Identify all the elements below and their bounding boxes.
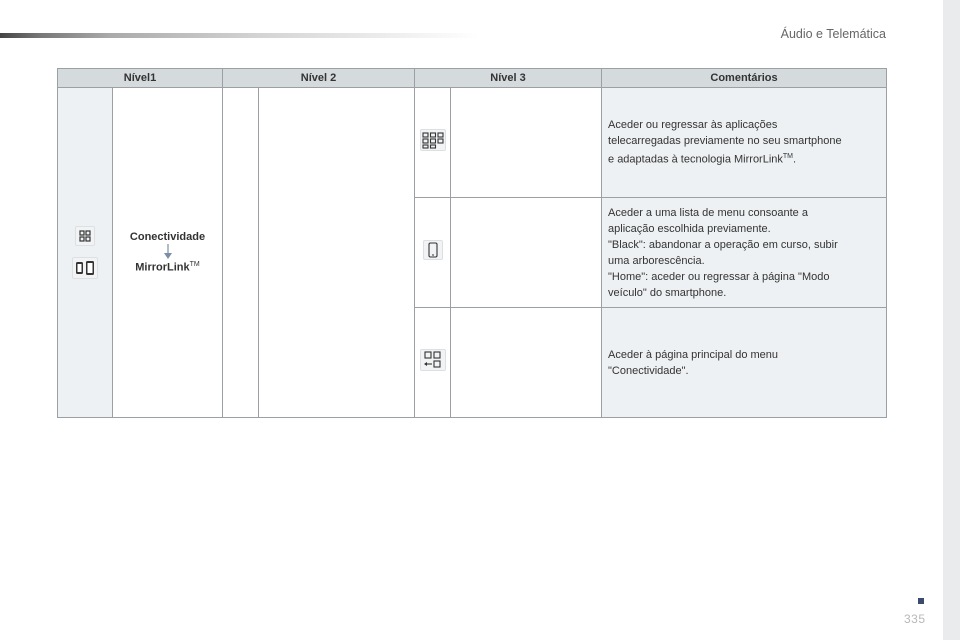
level1-label: Conectividade (129, 231, 206, 244)
level3-icon-cell (415, 198, 451, 308)
level1-sublabel: MirrorLink™ (135, 261, 200, 274)
comment-line: "Conectividade". (608, 364, 689, 377)
comment-line: Aceder a uma lista de menu consoante a (608, 206, 808, 219)
header-gradient-bar (0, 33, 480, 38)
level3-icon-cell (415, 308, 451, 418)
table-row (58, 88, 887, 198)
comment-line: uma arborescência. (608, 254, 705, 267)
level3-label-cell (451, 308, 602, 418)
app-grid-icon (420, 129, 446, 151)
level3-icon-cell (415, 88, 451, 198)
level3-label-cell (451, 88, 602, 198)
comment-line: Aceder à página principal do menu (608, 348, 779, 361)
table-header-row (58, 69, 887, 88)
comment-cell (602, 308, 887, 418)
page-marker (918, 598, 924, 604)
comment-line: e adaptadas à tecnologia MirrorLink™. (608, 153, 797, 166)
level1-label-cell (113, 88, 223, 418)
comment-line: "Home": aceder ou regressar à página "Modo (608, 270, 830, 283)
header-nivel3: Nível 3 (415, 69, 602, 88)
level1-icon-cell (58, 88, 113, 418)
level2-icon-cell (223, 88, 259, 418)
header-comentarios: Comentários (602, 69, 887, 88)
comment-line: veículo" do smartphone. (608, 286, 727, 299)
comment-line: aplicação escolhida previamente. (608, 222, 771, 235)
right-margin-strip (943, 0, 960, 640)
comment-cell (602, 88, 887, 198)
page-number: 335 (904, 612, 926, 626)
apps-grid-icon (75, 226, 95, 246)
back-to-menu-icon (420, 349, 446, 371)
mirrorlink-phones-icon (72, 257, 98, 279)
page-section-title: Áudio e Telemática (780, 27, 886, 41)
comment-cell (602, 198, 887, 308)
level3-label-cell (451, 198, 602, 308)
arrow-down-icon (162, 244, 174, 260)
comment-line: "Black": abandonar a operação em curso, subir (608, 238, 838, 251)
menu-levels-table (57, 68, 887, 418)
header-nivel2: Nível 2 (223, 69, 415, 88)
comment-line: Aceder ou regressar às aplicações (608, 119, 778, 132)
smartphone-icon (423, 240, 443, 260)
level2-label-cell (259, 88, 415, 418)
comment-line: telecarregadas previamente no seu smartphone (608, 135, 842, 148)
header-nivel1: Nível1 (58, 69, 223, 88)
